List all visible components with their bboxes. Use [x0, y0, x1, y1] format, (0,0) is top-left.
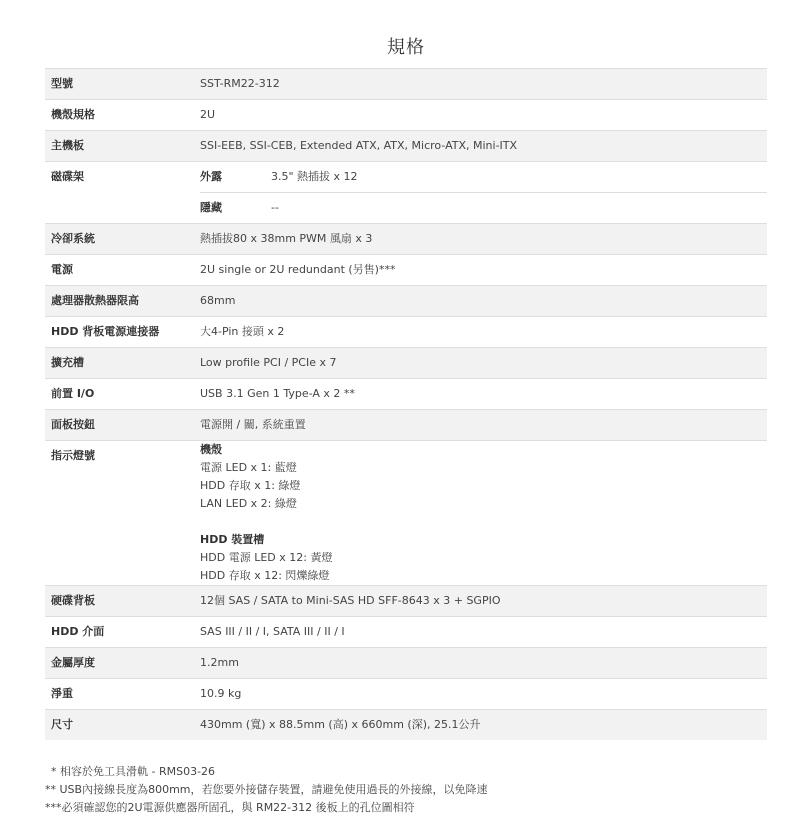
spec-label: 處理器散熱器限高: [45, 286, 200, 317]
spec-row-hdd-backplane-power: [45, 317, 767, 348]
spec-row-backplane: [45, 586, 767, 617]
spec-label: 前置 I/O: [45, 379, 200, 410]
drive-bay-key: 外露: [200, 170, 222, 183]
spec-label: 金屬厚度: [45, 648, 200, 679]
spec-label: 電源: [45, 255, 200, 286]
spec-label: 面板按鈕: [45, 410, 200, 441]
spec-label: 淨重: [45, 679, 200, 710]
spec-value: 10.9 kg: [200, 679, 767, 710]
spec-row-indicators: [45, 441, 767, 586]
spacer: [200, 513, 767, 531]
spec-row-cooling: [45, 224, 767, 255]
spec-label: HDD 背板電源連接器: [45, 317, 200, 348]
spec-value: 電源開 / 關, 系統重置: [200, 410, 767, 441]
drive-bay-value: 3.5" 熱插拔 x 12: [271, 170, 358, 183]
spec-value: 大4-Pin 接頭 x 2: [200, 317, 767, 348]
drive-bay-key: 隱藏: [200, 201, 222, 214]
spec-label: 指示燈號: [45, 441, 200, 586]
footnote: ** USB內接線長度為800mm，若您要外接儲存裝置，請避免使用過長的外接線，以免降速: [45, 783, 488, 796]
spec-row-motherboard: [45, 131, 767, 162]
drive-bay-external: [200, 162, 767, 192]
spec-row-model: [45, 69, 767, 100]
footnotes: [45, 763, 488, 817]
spec-row-drive-bays: [45, 162, 767, 224]
spec-row-expansion-slots: [45, 348, 767, 379]
spec-value: 1.2mm: [200, 648, 767, 679]
page-title: 規格: [387, 37, 425, 58]
spec-value: SST-RM22-312: [200, 69, 767, 100]
spec-row-front-io: [45, 379, 767, 410]
spec-label: 擴充槽: [45, 348, 200, 379]
spec-label: 尺寸: [45, 710, 200, 741]
spec-row-psu: [45, 255, 767, 286]
spec-value: [200, 441, 767, 586]
spec-row-dimensions: [45, 710, 767, 741]
spec-value: 2U single or 2U redundant (另售)***: [200, 255, 767, 286]
spec-row-cpu-cooler-height: [45, 286, 767, 317]
spec-label: HDD 介面: [45, 617, 200, 648]
footnote: * 相容於免工具滑軌 - RMS03-26: [51, 765, 216, 778]
spec-row-hdd-interface: [45, 617, 767, 648]
spec-label: 磁碟架: [45, 162, 200, 224]
spec-value: 430mm (寬) x 88.5mm (高) x 660mm (深), 25.1公升: [200, 710, 767, 741]
indicator-item: HDD 存取 x 12: 閃爍綠燈: [200, 569, 330, 582]
footnote: ***必須確認您的2U電源供應器所固孔，與 RM22-312 後板上的孔位圖相符: [45, 801, 415, 814]
spec-label: 型號: [45, 69, 200, 100]
spec-label: 硬碟背板: [45, 586, 200, 617]
indicator-item: LAN LED x 2: 綠燈: [200, 497, 297, 510]
indicator-group-title: 機殼: [200, 443, 222, 456]
indicator-item: HDD 電源 LED x 12: 黃燈: [200, 551, 333, 564]
indicator-group-title: HDD 裝置槽: [200, 533, 265, 546]
spec-row-form-factor: [45, 100, 767, 131]
spec-value: SSI-EEB, SSI-CEB, Extended ATX, ATX, Micro-ATX, Mini-ITX: [200, 131, 767, 162]
spec-row-net-weight: [45, 679, 767, 710]
spec-label: 機殼規格: [45, 100, 200, 131]
spec-label: 冷卻系統: [45, 224, 200, 255]
spec-row-metal-thickness: [45, 648, 767, 679]
spec-value: 熱插拔80 x 38mm PWM 風扇 x 3: [200, 224, 767, 255]
spec-value: 12個 SAS / SATA to Mini-SAS HD SFF-8643 x 3 + SGPIO: [200, 586, 767, 617]
drive-bay-value: --: [271, 201, 279, 214]
spec-value: [200, 162, 767, 224]
indicator-item: 電源 LED x 1: 藍燈: [200, 461, 297, 474]
spec-value: USB 3.1 Gen 1 Type-A x 2 **: [200, 379, 767, 410]
spec-value: SAS III / II / I, SATA III / II / I: [200, 617, 767, 648]
indicator-item: HDD 存取 x 1: 綠燈: [200, 479, 301, 492]
drive-bay-internal: [200, 192, 767, 223]
spec-row-panel-buttons: [45, 410, 767, 441]
spec-label: 主機板: [45, 131, 200, 162]
spec-table: [45, 68, 767, 740]
spec-value: Low profile PCI / PCIe x 7: [200, 348, 767, 379]
spec-value: 68mm: [200, 286, 767, 317]
spec-value: 2U: [200, 100, 767, 131]
